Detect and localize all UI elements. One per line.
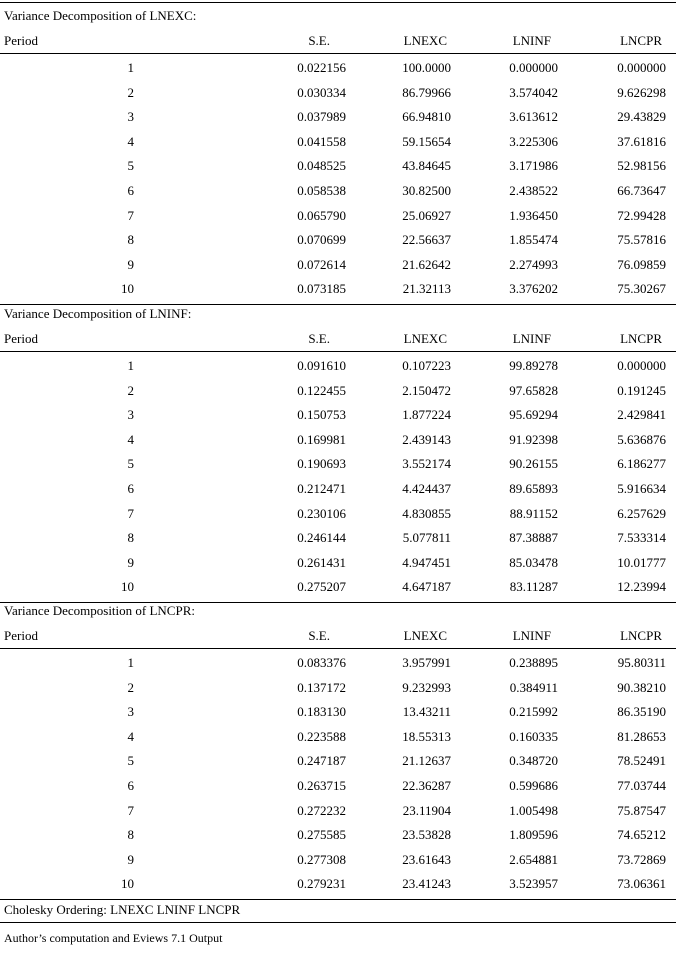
top-rule <box>0 2 676 3</box>
cell-period: 8 <box>127 530 134 546</box>
header-rule <box>0 351 676 352</box>
cell-se: 0.279231 <box>297 876 346 892</box>
cell-lninf: 0.348720 <box>509 753 558 769</box>
cell-lninf: 0.384911 <box>509 679 558 695</box>
cell-period: 3 <box>127 407 134 423</box>
ordering-rule <box>0 922 676 923</box>
cell-lncpr: 12.23994 <box>617 579 666 595</box>
cell-lncpr: 10.01777 <box>617 554 666 570</box>
cell-period: 5 <box>127 158 134 174</box>
cell-period: 9 <box>127 851 134 867</box>
cell-lncpr: 5.636876 <box>617 431 666 447</box>
table-row <box>0 379 676 403</box>
table-row <box>0 277 676 301</box>
cell-lncpr: 74.65212 <box>617 827 666 843</box>
column-header-period: Period <box>4 331 38 346</box>
ordering-text: Cholesky Ordering: LNEXC LNINF LNCPR <box>4 902 241 917</box>
column-header-period: Period <box>4 33 38 48</box>
cell-period: 6 <box>127 778 134 793</box>
cell-se: 0.150753 <box>297 407 346 423</box>
cell-se: 0.183130 <box>297 704 346 720</box>
table-row <box>0 105 676 129</box>
table-row <box>0 154 676 178</box>
column-header-lnexc: LNEXC <box>403 628 447 643</box>
table-row <box>0 56 676 80</box>
section-title-text: Variance Decomposition of LNCPR: <box>4 603 195 618</box>
cell-lnexc: 43.84645 <box>402 158 451 174</box>
table-row <box>0 575 676 599</box>
cell-lnexc: 9.232993 <box>402 679 451 695</box>
cell-lncpr: 0.000000 <box>617 60 666 75</box>
cell-lnexc: 23.11904 <box>402 802 451 818</box>
cell-period: 3 <box>127 109 134 125</box>
cell-se: 0.247187 <box>297 753 346 769</box>
cell-lncpr: 76.09859 <box>617 256 666 272</box>
cell-lninf: 89.65893 <box>509 481 558 496</box>
cell-lnexc: 21.12637 <box>402 753 451 769</box>
cell-lncpr: 86.35190 <box>617 704 666 720</box>
cell-lnexc: 23.41243 <box>402 876 451 892</box>
column-header-se: S.E. <box>308 33 330 48</box>
cell-lninf: 0.000000 <box>509 60 558 75</box>
cell-lnexc: 100.0000 <box>402 60 451 75</box>
table-row <box>0 403 676 427</box>
cell-period: 7 <box>127 802 134 818</box>
cell-lninf: 2.274993 <box>509 256 558 272</box>
cell-se: 0.058538 <box>297 183 346 198</box>
cell-lnexc: 25.06927 <box>402 207 451 223</box>
cell-lninf: 95.69294 <box>509 407 558 423</box>
table-row <box>0 526 676 550</box>
cell-se: 0.083376 <box>297 655 346 670</box>
column-header-lninf: LNINF <box>512 33 551 48</box>
section-title <box>0 4 676 28</box>
column-header-row <box>0 624 676 648</box>
cell-se: 0.037989 <box>297 109 346 125</box>
cell-lninf: 90.26155 <box>509 456 558 472</box>
cell-lnexc: 5.077811 <box>402 530 451 546</box>
cell-period: 10 <box>121 281 134 297</box>
column-header-lncpr: LNCPR <box>620 33 662 48</box>
cell-lncpr: 0.191245 <box>617 382 666 398</box>
column-header-period: Period <box>4 628 38 643</box>
cell-lnexc: 4.424437 <box>402 481 451 496</box>
cell-lnexc: 1.877224 <box>402 407 451 423</box>
cell-lncpr: 73.06361 <box>617 876 666 892</box>
section-title <box>0 599 676 623</box>
table-row <box>0 253 676 277</box>
table-row <box>0 477 676 501</box>
cell-lncpr: 7.533314 <box>617 530 666 546</box>
ordering-note <box>0 898 676 922</box>
table-row <box>0 651 676 675</box>
table-row <box>0 81 676 105</box>
cell-lnexc: 4.830855 <box>402 505 451 521</box>
cell-lnexc: 2.439143 <box>402 431 451 447</box>
cell-lninf: 97.65828 <box>509 382 558 398</box>
section-title <box>0 302 676 326</box>
cell-lncpr: 37.61816 <box>617 133 666 149</box>
cell-lncpr: 0.000000 <box>617 358 666 373</box>
cell-lncpr: 5.916634 <box>617 481 666 496</box>
table-row <box>0 228 676 252</box>
column-header-lninf: LNINF <box>512 628 551 643</box>
cell-period: 9 <box>127 256 134 272</box>
column-header-row <box>0 29 676 53</box>
cell-lninf: 1.005498 <box>509 802 558 818</box>
cell-lnexc: 22.36287 <box>402 778 451 793</box>
cell-se: 0.041558 <box>297 133 346 149</box>
table-row <box>0 452 676 476</box>
table-row <box>0 774 676 798</box>
table-row <box>0 700 676 724</box>
cell-lnexc: 4.947451 <box>402 554 451 570</box>
cell-se: 0.190693 <box>297 456 346 472</box>
cell-period: 1 <box>127 655 134 670</box>
cell-se: 0.072614 <box>297 256 346 272</box>
column-header-lnexc: LNEXC <box>403 33 447 48</box>
cell-se: 0.091610 <box>297 358 346 373</box>
cell-lninf: 99.89278 <box>509 358 558 373</box>
cell-se: 0.223588 <box>297 728 346 744</box>
cell-lnexc: 3.552174 <box>402 456 451 472</box>
cell-lncpr: 90.38210 <box>617 679 666 695</box>
cell-se: 0.275585 <box>297 827 346 843</box>
cell-se: 0.122455 <box>297 382 346 398</box>
cell-se: 0.277308 <box>297 851 346 867</box>
source-text: Author’s computation and Eviews 7.1 Output <box>4 931 223 945</box>
cell-lninf: 3.523957 <box>509 876 558 892</box>
cell-lncpr: 75.30267 <box>617 281 666 297</box>
cell-period: 10 <box>121 579 134 595</box>
cell-lninf: 1.936450 <box>509 207 558 223</box>
cell-lninf: 2.654881 <box>509 851 558 867</box>
cell-se: 0.169981 <box>297 431 346 447</box>
cell-se: 0.272232 <box>297 802 346 818</box>
cell-se: 0.030334 <box>297 84 346 100</box>
cell-period: 4 <box>127 728 134 744</box>
cell-lncpr: 6.257629 <box>617 505 666 521</box>
cell-period: 1 <box>127 358 134 373</box>
cell-period: 4 <box>127 431 134 447</box>
cell-lncpr: 9.626298 <box>617 84 666 100</box>
table-row <box>0 749 676 773</box>
cell-se: 0.073185 <box>297 281 346 297</box>
cell-lninf: 85.03478 <box>509 554 558 570</box>
cell-lnexc: 21.62642 <box>402 256 451 272</box>
cell-lninf: 88.91152 <box>509 505 558 521</box>
cell-se: 0.065790 <box>297 207 346 223</box>
cell-period: 6 <box>127 183 134 198</box>
column-header-row <box>0 327 676 351</box>
cell-lncpr: 78.52491 <box>617 753 666 769</box>
cell-period: 5 <box>127 753 134 769</box>
cell-lninf: 0.238895 <box>509 655 558 670</box>
cell-lninf: 87.38887 <box>509 530 558 546</box>
cell-period: 2 <box>127 382 134 398</box>
cell-period: 8 <box>127 232 134 248</box>
cell-lninf: 0.599686 <box>509 778 558 793</box>
cell-lninf: 0.160335 <box>509 728 558 744</box>
cell-lninf: 3.225306 <box>509 133 558 149</box>
table-row <box>0 676 676 700</box>
cell-period: 3 <box>127 704 134 720</box>
cell-lnexc: 30.82500 <box>402 183 451 198</box>
table-row <box>0 725 676 749</box>
column-header-se: S.E. <box>308 628 330 643</box>
cell-period: 7 <box>127 505 134 521</box>
cell-lnexc: 4.647187 <box>402 579 451 595</box>
cell-lninf: 91.92398 <box>509 431 558 447</box>
cell-period: 1 <box>127 60 134 75</box>
cell-lncpr: 81.28653 <box>617 728 666 744</box>
cell-se: 0.230106 <box>297 505 346 521</box>
column-header-lncpr: LNCPR <box>620 628 662 643</box>
cell-lninf: 3.376202 <box>509 281 558 297</box>
cell-period: 4 <box>127 133 134 149</box>
cell-period: 8 <box>127 827 134 843</box>
cell-lncpr: 52.98156 <box>617 158 666 174</box>
cell-lncpr: 77.03744 <box>617 778 666 793</box>
cell-lnexc: 13.43211 <box>402 704 451 720</box>
cell-se: 0.048525 <box>297 158 346 174</box>
table-row <box>0 179 676 203</box>
source-note <box>0 926 676 950</box>
cell-lnexc: 23.53828 <box>402 827 451 843</box>
cell-period: 6 <box>127 481 134 496</box>
cell-period: 2 <box>127 84 134 100</box>
column-header-lnexc: LNEXC <box>403 331 447 346</box>
cell-lncpr: 75.57816 <box>617 232 666 248</box>
cell-se: 0.022156 <box>297 60 346 75</box>
cell-se: 0.246144 <box>297 530 346 546</box>
cell-lncpr: 95.80311 <box>617 655 666 670</box>
cell-se: 0.137172 <box>297 679 346 695</box>
cell-lnexc: 59.15654 <box>402 133 451 149</box>
cell-period: 5 <box>127 456 134 472</box>
cell-lncpr: 75.87547 <box>617 802 666 818</box>
cell-period: 7 <box>127 207 134 223</box>
column-header-se: S.E. <box>308 331 330 346</box>
cell-lnexc: 22.56637 <box>402 232 451 248</box>
table-row <box>0 130 676 154</box>
cell-lninf: 3.574042 <box>509 84 558 100</box>
cell-se: 0.070699 <box>297 232 346 248</box>
header-rule <box>0 53 676 54</box>
cell-lnexc: 23.61643 <box>402 851 451 867</box>
table-row <box>0 872 676 896</box>
cell-period: 9 <box>127 554 134 570</box>
table-row <box>0 502 676 526</box>
cell-lnexc: 0.107223 <box>402 358 451 373</box>
cell-lninf: 2.438522 <box>509 183 558 198</box>
cell-period: 10 <box>121 876 134 892</box>
cell-lncpr: 73.72869 <box>617 851 666 867</box>
cell-se: 0.263715 <box>297 778 346 793</box>
table-row <box>0 823 676 847</box>
header-rule <box>0 648 676 649</box>
cell-lninf: 1.855474 <box>509 232 558 248</box>
table-row <box>0 354 676 378</box>
cell-lninf: 3.613612 <box>509 109 558 125</box>
section-title-text: Variance Decomposition of LNEXC: <box>4 8 197 23</box>
cell-period: 2 <box>127 679 134 695</box>
table-row <box>0 428 676 452</box>
cell-se: 0.275207 <box>297 579 346 595</box>
cell-lnexc: 21.32113 <box>402 281 451 297</box>
cell-lnexc: 66.94810 <box>402 109 451 125</box>
cell-lncpr: 6.186277 <box>617 456 666 472</box>
cell-lninf: 1.809596 <box>509 827 558 843</box>
table-row <box>0 551 676 575</box>
cell-lnexc: 18.55313 <box>402 728 451 744</box>
cell-lncpr: 66.73647 <box>617 183 666 198</box>
cell-lninf: 3.171986 <box>509 158 558 174</box>
cell-lninf: 0.215992 <box>509 704 558 720</box>
cell-lnexc: 2.150472 <box>402 382 451 398</box>
table-row <box>0 799 676 823</box>
cell-lncpr: 72.99428 <box>617 207 666 223</box>
column-header-lncpr: LNCPR <box>620 331 662 346</box>
table-row <box>0 848 676 872</box>
cell-lnexc: 3.957991 <box>402 655 451 670</box>
column-header-lninf: LNINF <box>512 331 551 346</box>
cell-se: 0.261431 <box>297 554 346 570</box>
cell-lncpr: 29.43829 <box>617 109 666 125</box>
cell-lnexc: 86.79966 <box>402 84 451 100</box>
table-row <box>0 204 676 228</box>
cell-lninf: 83.11287 <box>509 579 558 595</box>
cell-se: 0.212471 <box>297 481 346 496</box>
cell-lncpr: 2.429841 <box>617 407 666 423</box>
section-title-text: Variance Decomposition of LNINF: <box>4 306 192 321</box>
